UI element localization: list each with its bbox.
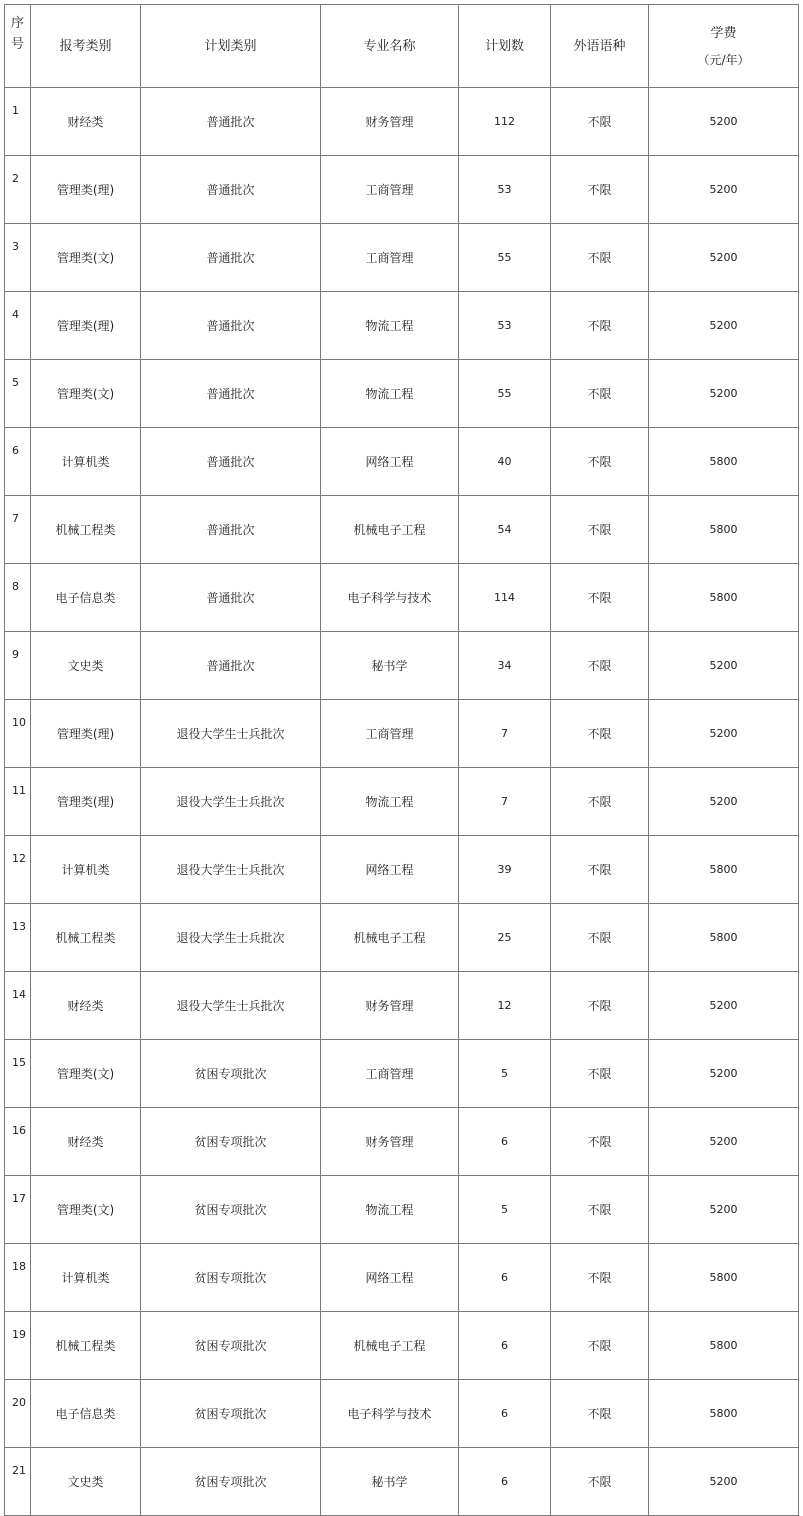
cell-major: 电子科学与技术 [321,564,459,632]
cell-fee: 5200 [649,292,799,360]
header-category: 报考类别 [31,5,141,88]
table-row [5,156,799,224]
table-row [5,224,799,292]
cell-count: 6 [459,1380,551,1448]
cell-category: 机械工程类 [31,496,141,564]
cell-major: 财务管理 [321,972,459,1040]
cell-plan-type: 贫困专项批次 [141,1244,321,1312]
table-row [5,428,799,496]
cell-count: 25 [459,904,551,972]
cell-fee: 5200 [649,1108,799,1176]
cell-category: 文史类 [31,1448,141,1516]
cell-count: 54 [459,496,551,564]
cell-language: 不限 [551,836,649,904]
cell-plan-type: 贫困专项批次 [141,1040,321,1108]
cell-category: 电子信息类 [31,1380,141,1448]
cell-category: 机械工程类 [31,904,141,972]
cell-language: 不限 [551,360,649,428]
enrollment-plan-table [4,4,799,1516]
header-index-line1: 序 [11,16,25,31]
cell-plan-type: 贫困专项批次 [141,1108,321,1176]
cell-plan-type: 贫困专项批次 [141,1312,321,1380]
cell-language: 不限 [551,632,649,700]
cell-plan-type: 贫困专项批次 [141,1380,321,1448]
cell-fee: 5800 [649,836,799,904]
cell-language: 不限 [551,700,649,768]
cell-index: 4 [5,292,31,360]
cell-index: 6 [5,428,31,496]
cell-language: 不限 [551,428,649,496]
cell-major: 机械电子工程 [321,496,459,564]
cell-major: 网络工程 [321,428,459,496]
table-row [5,904,799,972]
cell-major: 机械电子工程 [321,904,459,972]
cell-major: 物流工程 [321,768,459,836]
cell-index: 1 [5,88,31,156]
cell-plan-type: 贫困专项批次 [141,1176,321,1244]
cell-index: 9 [5,632,31,700]
enrollment-plan-table-container [4,4,799,1516]
cell-count: 40 [459,428,551,496]
cell-major: 财务管理 [321,1108,459,1176]
table-row [5,836,799,904]
header-major: 专业名称 [321,5,459,88]
cell-major: 电子科学与技术 [321,1380,459,1448]
header-fee [649,5,799,88]
cell-language: 不限 [551,904,649,972]
table-row [5,1108,799,1176]
cell-language: 不限 [551,224,649,292]
cell-fee: 5200 [649,360,799,428]
table-row [5,700,799,768]
cell-count: 12 [459,972,551,1040]
cell-index: 10 [5,700,31,768]
cell-category: 管理类(文) [31,1176,141,1244]
cell-major: 物流工程 [321,360,459,428]
cell-language: 不限 [551,88,649,156]
cell-count: 6 [459,1448,551,1516]
header-fee-line1: 学费 [710,25,737,41]
cell-plan-type: 普通批次 [141,632,321,700]
table-row [5,632,799,700]
cell-count: 6 [459,1244,551,1312]
table-row [5,1244,799,1312]
cell-language: 不限 [551,1176,649,1244]
cell-category: 管理类(理) [31,156,141,224]
cell-major: 秘书学 [321,632,459,700]
cell-fee: 5800 [649,904,799,972]
cell-category: 计算机类 [31,428,141,496]
cell-fee: 5800 [649,1312,799,1380]
cell-plan-type: 退役大学生士兵批次 [141,768,321,836]
cell-count: 39 [459,836,551,904]
cell-category: 机械工程类 [31,1312,141,1380]
cell-count: 6 [459,1108,551,1176]
table-row [5,972,799,1040]
cell-fee: 5200 [649,632,799,700]
cell-index: 17 [5,1176,31,1244]
cell-index: 11 [5,768,31,836]
cell-plan-type: 普通批次 [141,360,321,428]
cell-count: 114 [459,564,551,632]
cell-index: 13 [5,904,31,972]
table-row [5,1040,799,1108]
cell-major: 秘书学 [321,1448,459,1516]
cell-major: 机械电子工程 [321,1312,459,1380]
cell-category: 文史类 [31,632,141,700]
header-plan-type: 计划类别 [141,5,321,88]
cell-count: 55 [459,224,551,292]
cell-major: 工商管理 [321,224,459,292]
cell-language: 不限 [551,564,649,632]
cell-index: 8 [5,564,31,632]
cell-language: 不限 [551,156,649,224]
cell-category: 电子信息类 [31,564,141,632]
cell-plan-type: 普通批次 [141,428,321,496]
cell-fee: 5200 [649,156,799,224]
cell-fee: 5200 [649,700,799,768]
cell-count: 55 [459,360,551,428]
cell-plan-type: 退役大学生士兵批次 [141,904,321,972]
cell-fee: 5200 [649,1040,799,1108]
cell-fee: 5200 [649,88,799,156]
cell-index: 15 [5,1040,31,1108]
cell-plan-type: 普通批次 [141,88,321,156]
cell-count: 5 [459,1040,551,1108]
cell-major: 物流工程 [321,1176,459,1244]
cell-language: 不限 [551,1380,649,1448]
cell-fee: 5800 [649,564,799,632]
table-row [5,1312,799,1380]
cell-index: 20 [5,1380,31,1448]
cell-plan-type: 退役大学生士兵批次 [141,972,321,1040]
table-row [5,1448,799,1516]
cell-index: 5 [5,360,31,428]
cell-category: 计算机类 [31,836,141,904]
table-row [5,768,799,836]
cell-language: 不限 [551,768,649,836]
header-index [5,5,31,88]
table-row [5,292,799,360]
cell-major: 物流工程 [321,292,459,360]
cell-index: 2 [5,156,31,224]
cell-fee: 5800 [649,1380,799,1448]
cell-count: 6 [459,1312,551,1380]
cell-count: 34 [459,632,551,700]
cell-count: 7 [459,768,551,836]
cell-language: 不限 [551,1244,649,1312]
cell-language: 不限 [551,1040,649,1108]
cell-plan-type: 普通批次 [141,496,321,564]
cell-major: 工商管理 [321,156,459,224]
cell-plan-type: 退役大学生士兵批次 [141,836,321,904]
cell-fee: 5200 [649,768,799,836]
cell-index: 16 [5,1108,31,1176]
cell-category: 财经类 [31,88,141,156]
cell-plan-type: 普通批次 [141,292,321,360]
header-count: 计划数 [459,5,551,88]
cell-category: 管理类(理) [31,700,141,768]
cell-fee: 5200 [649,224,799,292]
cell-fee: 5200 [649,1448,799,1516]
cell-plan-type: 贫困专项批次 [141,1448,321,1516]
cell-major: 工商管理 [321,700,459,768]
cell-category: 管理类(理) [31,768,141,836]
cell-language: 不限 [551,1108,649,1176]
cell-count: 53 [459,292,551,360]
cell-language: 不限 [551,1448,649,1516]
cell-index: 7 [5,496,31,564]
cell-fee: 5800 [649,1244,799,1312]
cell-category: 财经类 [31,972,141,1040]
cell-category: 管理类(理) [31,292,141,360]
table-row [5,496,799,564]
cell-count: 7 [459,700,551,768]
cell-category: 管理类(文) [31,1040,141,1108]
cell-plan-type: 退役大学生士兵批次 [141,700,321,768]
cell-index: 3 [5,224,31,292]
cell-index: 14 [5,972,31,1040]
header-fee-line2: （元/年） [697,52,750,67]
cell-plan-type: 普通批次 [141,224,321,292]
header-index-line2: 号 [11,37,25,52]
cell-fee: 5200 [649,972,799,1040]
cell-plan-type: 普通批次 [141,564,321,632]
cell-category: 管理类(文) [31,360,141,428]
cell-category: 计算机类 [31,1244,141,1312]
table-row [5,360,799,428]
cell-count: 5 [459,1176,551,1244]
cell-language: 不限 [551,1312,649,1380]
cell-major: 工商管理 [321,1040,459,1108]
cell-language: 不限 [551,496,649,564]
cell-index: 21 [5,1448,31,1516]
table-row [5,564,799,632]
cell-fee: 5800 [649,496,799,564]
table-row [5,1176,799,1244]
table-body [5,5,799,1516]
cell-index: 19 [5,1312,31,1380]
table-header-row [5,5,799,88]
cell-fee: 5200 [649,1176,799,1244]
table-row [5,88,799,156]
cell-category: 财经类 [31,1108,141,1176]
cell-major: 网络工程 [321,836,459,904]
cell-language: 不限 [551,292,649,360]
cell-count: 112 [459,88,551,156]
cell-major: 网络工程 [321,1244,459,1312]
cell-count: 53 [459,156,551,224]
cell-language: 不限 [551,972,649,1040]
cell-major: 财务管理 [321,88,459,156]
table-row [5,1380,799,1448]
cell-index: 18 [5,1244,31,1312]
cell-category: 管理类(文) [31,224,141,292]
cell-fee: 5800 [649,428,799,496]
header-language: 外语语种 [551,5,649,88]
cell-index: 12 [5,836,31,904]
cell-plan-type: 普通批次 [141,156,321,224]
